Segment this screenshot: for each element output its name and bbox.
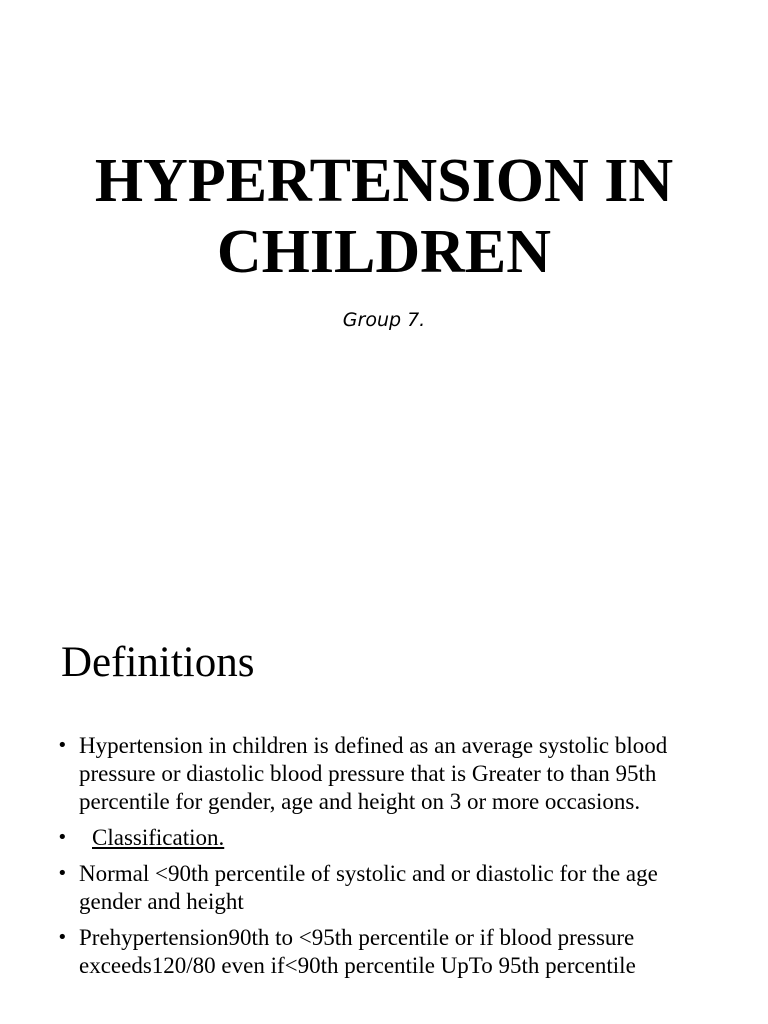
definitions-bullet-list <box>57 732 717 988</box>
bullet-item-definition <box>57 732 717 816</box>
bullet-dot-icon: • <box>57 927 68 948</box>
bullet-text: Hypertension in children is defined as an average systolic blood pressure or diastolic blood pressure that is Greater to than 95th percentile for gender, age and height on 3 or more occasions. <box>79 733 668 814</box>
slide-title-line-1: HYPERTENSION IN <box>94 147 674 215</box>
slide-title-line-2: CHILDREN <box>216 218 552 286</box>
bullet-text: Normal <90th percentile of systolic and or diastolic for the age gender and height <box>79 861 658 914</box>
bullet-item-classification <box>57 824 717 852</box>
bullet-dot-icon: • <box>57 735 68 756</box>
bullet-dot-icon: • <box>57 827 68 848</box>
slide-subtitle: Group 7. <box>342 309 426 331</box>
slide-title <box>0 146 768 288</box>
bullet-item-normal <box>57 860 717 916</box>
definitions-heading: Definitions <box>61 639 255 686</box>
bullet-text: Classification. <box>92 825 225 850</box>
definitions-slide <box>0 576 768 1024</box>
bullet-item-prehypertension <box>57 924 717 980</box>
bullet-dot-icon: • <box>57 863 68 884</box>
bullet-text: Prehypertension90th to <95th percentile or if blood pressure exceeds120/80 even if<90th percentile UpTo 95th percentile <box>79 925 636 978</box>
